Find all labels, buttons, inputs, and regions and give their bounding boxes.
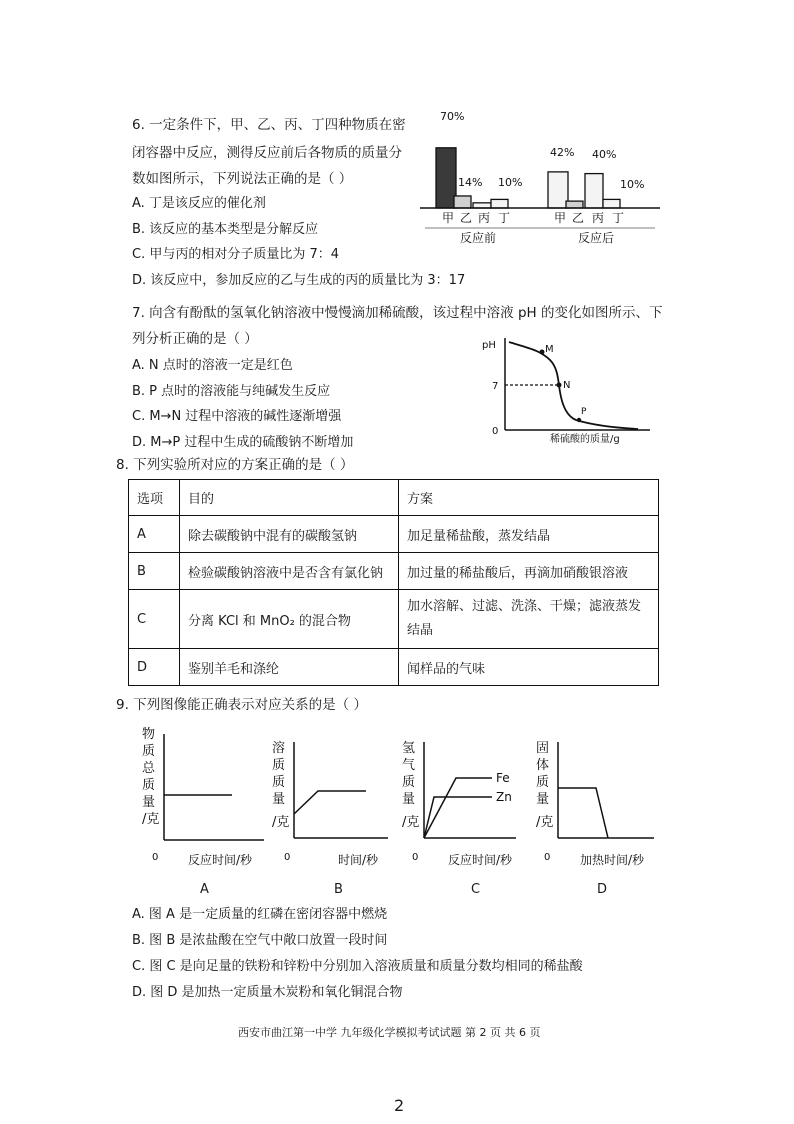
q9a-ylabel-6: /克	[142, 812, 160, 827]
q6-cat-after-jia: 甲	[554, 211, 567, 225]
q8-row-a-goal: 除去碳酸钠中混有的碳酸氢钠	[180, 516, 399, 553]
q8-row-c-plan	[399, 590, 659, 649]
q6-label-after-ding: 10%	[620, 178, 645, 191]
q7-option-b: B. P 点时的溶液能与纯碱发生反应	[132, 384, 331, 399]
q7-ph-curve	[509, 342, 638, 429]
q9a-ylabel-5: 量	[142, 795, 156, 810]
q9-option-a: A. 图 A 是一定质量的红磷在密闭容器中燃烧	[132, 907, 388, 922]
q7-label-p: P	[581, 407, 587, 417]
q7-x-label: 稀硫酸的质量/g	[550, 434, 620, 445]
q6-bar-before-bing	[473, 203, 491, 208]
q6-option-d: D. 该反应中，参加反应的乙与生成的丙的质量比为 3：17	[132, 273, 466, 288]
q8-row-d-plan: 闻样品的气味	[399, 649, 659, 686]
q9d-ylabel-1: 固	[536, 741, 550, 756]
q6-cat-after-bing: 丙	[592, 211, 605, 225]
q9c-origin: 0	[412, 852, 419, 863]
q8-row-a-plan: 加足量稀盐酸，蒸发结晶	[399, 516, 659, 553]
q7-point-n	[557, 383, 562, 388]
q8-row-b-goal: 检验碳酸钠溶液中是否含有氯化钠	[180, 553, 399, 590]
q6-stem-line2: 闭容器中反应，测得反应前后各物质的质量分	[132, 145, 402, 161]
q6-label-before-ding: 10%	[498, 176, 523, 189]
q8-header-option: 选项	[129, 480, 180, 516]
q9c-line-fe	[424, 778, 492, 838]
q9-graph-a	[138, 724, 278, 874]
q9-stem: 9. 下列图像能正确表示对应关系的是（ ）	[116, 697, 367, 713]
q7-point-m	[540, 350, 545, 355]
q6-cat-after-ding: 丁	[612, 211, 625, 225]
q6-bar-before-jia	[436, 148, 456, 208]
q8-row-c	[129, 590, 659, 649]
q8-row-a	[129, 516, 659, 553]
q8-header-row	[129, 480, 659, 516]
q6-stem-line1: 6. 一定条件下，甲、乙、丙、丁四种物质在密	[132, 117, 406, 133]
q6-bar-after-bing	[585, 174, 603, 208]
q9a-xlabel: 反应时间/秒	[188, 853, 253, 867]
page-number: 2	[394, 1096, 405, 1115]
q9-graph-a-title: A	[200, 882, 209, 897]
q9d-line	[558, 788, 608, 838]
q9c-ylabel-2: 气	[402, 758, 416, 773]
q8-row-d-option: D	[129, 649, 180, 686]
q7-y-label: pH	[482, 340, 496, 351]
q6-bar-after-ding	[603, 199, 620, 208]
q6-label-after-jia: 42%	[550, 146, 575, 159]
q9b-line	[294, 791, 366, 814]
q9b-xlabel: 时间/秒	[338, 853, 379, 867]
q9c-label-zn: Zn	[496, 790, 512, 804]
q9b-ylabel-2: 质	[272, 758, 286, 773]
q8-row-b	[129, 553, 659, 590]
q9-graph-d-title: D	[597, 882, 608, 897]
q9-graph-d	[534, 738, 664, 874]
q9d-ylabel-2: 体	[536, 758, 550, 773]
q6-option-a: A. 丁是该反应的催化剂	[132, 196, 266, 211]
q6-cat-before-ding: 丁	[498, 211, 511, 225]
q6-bar-before-ding	[491, 199, 508, 208]
q9-graph-b-title: B	[334, 882, 343, 897]
q8-table	[128, 479, 659, 686]
q9c-ylabel-5: /克	[402, 815, 420, 830]
q8-row-c-plan-line2: 结晶	[407, 623, 434, 638]
q8-header-goal: 目的	[180, 480, 399, 516]
q9d-origin: 0	[544, 852, 551, 863]
q8-row-b-plan: 加过量的稀盐酸后，再滴加硝酸银溶液	[399, 553, 659, 590]
q9d-xlabel: 加热时间/秒	[580, 853, 645, 867]
q8-row-a-option: A	[129, 516, 180, 553]
q6-option-b: B. 该反应的基本类型是分解反应	[132, 222, 319, 237]
q6-label-before-bing: 14%	[458, 176, 483, 189]
q8-row-b-option: B	[129, 553, 180, 590]
q9b-origin: 0	[284, 852, 291, 863]
q9d-ylabel-4: 量	[536, 792, 550, 807]
q6-group-before: 反应前	[460, 231, 497, 245]
q9-graph-b	[270, 738, 400, 874]
q8-row-d	[129, 649, 659, 686]
q9d-ylabel-3: 质	[536, 775, 550, 790]
q6-bar-after-jia	[548, 172, 568, 208]
q7-seven-label: 7	[492, 381, 499, 392]
q7-option-c: C. M→N 过程中溶液的碱性逐渐增强	[132, 409, 342, 424]
q8-header-plan: 方案	[399, 480, 659, 516]
q7-label-m: M	[545, 344, 554, 355]
q6-bar-after-yi	[566, 201, 583, 208]
q9-option-b: B. 图 B 是浓盐酸在空气中敞口放置一段时间	[132, 933, 388, 948]
q9-option-c: C. 图 C 是向足量的铁粉和锌粉中分别加入溶液质量和质量分数均相同的稀盐酸	[132, 959, 583, 974]
q9c-ylabel-3: 质	[402, 775, 416, 790]
q9a-ylabel-3: 总	[142, 761, 156, 776]
q6-cat-before-jia: 甲	[442, 211, 455, 225]
q6-bar-chart	[420, 100, 665, 250]
q9-graph-c-title: C	[471, 882, 481, 897]
q8-row-c-goal: 分离 KCl 和 MnO₂ 的混合物	[180, 590, 399, 649]
q7-origin: 0	[492, 426, 499, 437]
q8-stem: 8. 下列实验所对应的方案正确的是（ ）	[116, 457, 354, 473]
q8-row-c-option: C	[129, 590, 180, 649]
q9-graph-c	[398, 738, 538, 874]
q9d-ylabel-5: /克	[536, 815, 554, 830]
q9c-label-fe: Fe	[496, 771, 510, 785]
q7-option-a: A. N 点时的溶液一定是红色	[132, 358, 293, 373]
q9a-ylabel-4: 质	[142, 778, 156, 793]
q6-label-after-bing: 40%	[592, 148, 617, 161]
q7-option-d: D. M→P 过程中生成的硫酸钠不断增加	[132, 435, 354, 450]
q9a-origin: 0	[152, 852, 159, 863]
q6-cat-before-bing: 丙	[478, 211, 491, 225]
q7-label-n: N	[563, 380, 571, 391]
q9c-xlabel: 反应时间/秒	[448, 853, 513, 867]
q6-bar-before-yi	[454, 196, 471, 208]
q6-label-before-jia: 70%	[440, 110, 465, 123]
q8-row-d-goal: 鉴别羊毛和涤纶	[180, 649, 399, 686]
q9a-ylabel-1: 物	[142, 727, 156, 742]
q6-cat-after-yi: 乙	[572, 211, 585, 225]
q7-stem-line2: 列分析正确的是（ ）	[132, 331, 258, 347]
q7-stem-line1: 7. 向含有酚酞的氢氧化钠溶液中慢慢滴加稀硫酸，该过程中溶液 pH 的变化如图所示、下	[132, 305, 663, 321]
page-footer: 西安市曲江第一中学 九年级化学模拟考试试题 第 2 页 共 6 页	[238, 1026, 541, 1039]
q6-group-after: 反应后	[578, 231, 615, 245]
q6-option-c: C. 甲与丙的相对分子质量比为 7：4	[132, 247, 340, 262]
q9b-ylabel-4: 量	[272, 792, 286, 807]
q8-row-c-plan-line1: 加水溶解、过滤、洗涤、干燥；滤液蒸发	[407, 599, 642, 614]
q9a-ylabel-2: 质	[142, 744, 156, 759]
q9c-ylabel-1: 氢	[402, 741, 416, 756]
q9b-ylabel-1: 溶	[272, 741, 286, 756]
q6-cat-before-yi: 乙	[460, 211, 473, 225]
q9b-ylabel-3: 质	[272, 775, 286, 790]
q9c-ylabel-4: 量	[402, 792, 416, 807]
q6-stem-line3: 数如图所示，下列说法正确的是（ ）	[132, 171, 353, 187]
q7-point-p	[577, 418, 581, 422]
q9b-ylabel-5: /克	[272, 815, 290, 830]
q9-option-d: D. 图 D 是加热一定质量木炭粉和氧化铜混合物	[132, 985, 403, 1000]
q7-ph-chart	[478, 334, 658, 448]
